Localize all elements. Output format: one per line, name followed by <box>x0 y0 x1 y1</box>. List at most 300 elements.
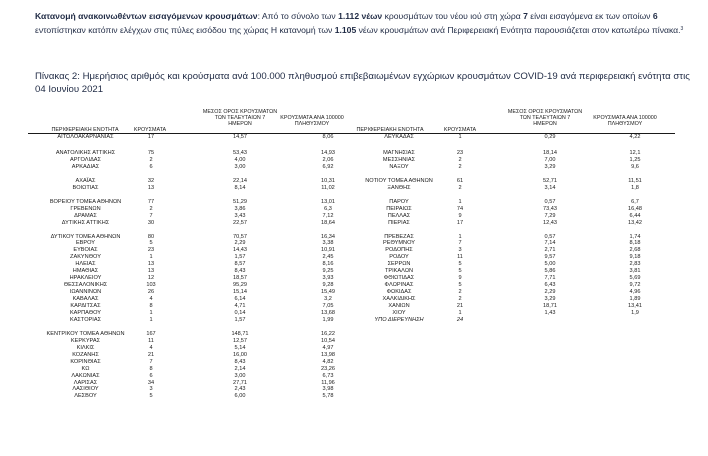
table-row <box>28 178 350 185</box>
cases-cell: 74 <box>456 205 464 212</box>
table-row <box>340 213 675 220</box>
table-row <box>340 150 675 157</box>
table-row <box>28 373 350 380</box>
region-cell: ΛΕΣΒΟΥ <box>74 393 97 400</box>
region-cell: ΠΕΙΡΑΙΩΣ <box>386 205 412 212</box>
cases-cell: 6 <box>149 372 153 379</box>
avg-7day-cell: 12,57 <box>233 337 247 344</box>
avg-7day-cell: 2,71 <box>544 247 556 254</box>
table-row <box>28 296 350 303</box>
avg-7day-cell: 8,57 <box>234 261 246 268</box>
region-cell: ΦΘΙΩΤΙΔΑΣ <box>383 275 415 282</box>
table-row <box>28 289 350 296</box>
table-row <box>340 220 675 227</box>
intro-text: είναι εισαγόμενα εκ των οποίων <box>527 11 653 21</box>
cases-cell: 21 <box>456 303 464 309</box>
intro-bold: 7 <box>523 11 528 21</box>
avg-7day-cell: 14,43 <box>233 247 247 254</box>
avg-7day-cell: 1,57 <box>234 254 246 261</box>
intro-bold: 1.112 νέων <box>338 11 383 21</box>
header-cases-left: ΚΡΟΥΣΜΑΤΑ <box>133 127 167 133</box>
region-cell: ΡΟΔΟΠΗΣ <box>385 247 413 254</box>
per-100k-cell: 1,74 <box>629 233 641 240</box>
table-row <box>340 317 675 324</box>
table-row <box>28 261 350 268</box>
table-row <box>28 206 350 213</box>
left-table <box>28 0 350 456</box>
per-100k-cell: 8,18 <box>629 240 641 247</box>
cases-cell: 1 <box>149 254 153 261</box>
avg-7day-cell: 5,14 <box>234 344 246 351</box>
header-region-left: ΠΕΡΙΦΕΡΕΙΑΚΗ ΕΝΟΤΗΤΑ <box>51 127 119 133</box>
cases-cell: 1 <box>149 309 153 316</box>
avg-7day-cell: 5,86 <box>544 268 556 275</box>
per-100k-cell: 11,02 <box>321 184 335 191</box>
per-100k-cell: 9,28 <box>322 282 334 289</box>
region-cell: ΔΥΤΙΚΗΣ ΑΤΤΙΚΗΣ <box>61 219 110 226</box>
avg-7day-cell: 27,71 <box>233 379 247 386</box>
cases-cell: 5 <box>458 261 462 268</box>
per-100k-cell: 1,25 <box>629 156 641 163</box>
avg-7day-cell: 0,14 <box>234 309 246 316</box>
region-cell: ΥΠΟ ΔΙΕΡΕΥΝΗΣΗ <box>374 316 424 323</box>
intro-bold: 6 <box>652 11 658 21</box>
region-cell: ΚΕΡΚΥΡΑΣ <box>70 337 101 344</box>
per-100k-cell: 8,16 <box>322 261 334 268</box>
cases-cell: 1 <box>458 233 462 240</box>
avg-7day-cell: 6,14 <box>234 296 246 303</box>
avg-7day-cell: 18,71 <box>543 303 557 309</box>
table-row <box>28 386 350 393</box>
avg-7day-cell: 53,43 <box>233 149 247 156</box>
cases-cell: 17 <box>147 134 155 140</box>
region-cell: ΡΕΘΥΜΝΟΥ <box>383 240 415 247</box>
per-100k-cell: 9,72 <box>629 282 641 289</box>
region-cell: ΛΕΥΚΑΔΑΣ <box>384 134 414 140</box>
region-cell: ΞΑΝΘΗΣ <box>387 184 411 191</box>
per-100k-cell: 2,83 <box>629 261 641 268</box>
table-row <box>340 199 675 206</box>
per-100k-cell: 6,92 <box>322 163 334 170</box>
per-100k-cell: 11,51 <box>628 177 642 184</box>
table-row <box>28 240 350 247</box>
region-cell: ΛΑΣΙΘΙΟΥ <box>72 386 99 393</box>
header-region-right: ΠΕΡΙΦΕΡΕΙΑΚΗ ΕΝΟΤΗΤΑ <box>356 127 424 133</box>
cases-cell: 77 <box>147 198 155 205</box>
cases-cell: 6 <box>149 163 153 170</box>
table-row <box>28 234 350 241</box>
avg-7day-cell: 2,43 <box>234 386 246 393</box>
per-100k-cell: 1,99 <box>322 316 334 323</box>
per-100k-cell: 8,06 <box>322 134 334 140</box>
region-cell: ΒΟΡΕΙΟΥ ΤΟΜΕΑ ΑΘΗΝΩΝ <box>49 198 122 205</box>
region-cell: ΦΛΩΡΙΝΑΣ <box>384 282 414 289</box>
header-cases-right: ΚΡΟΥΣΜΑΤΑ <box>443 127 477 133</box>
avg-7day-cell: 2,14 <box>234 365 246 372</box>
header-line: ΜΕΣΟΣ ΟΡΟΣ ΚΡΟΥΣΜΑΤΩΝ <box>507 109 583 115</box>
avg-7day-cell: 3,43 <box>234 212 246 219</box>
region-cell: ΕΥΒΟΙΑΣ <box>73 247 98 254</box>
region-cell: ΗΜΑΘΙΑΣ <box>72 268 99 275</box>
per-100k-cell: 3,98 <box>322 386 334 393</box>
cases-cell: 5 <box>458 268 462 275</box>
cases-cell: 5 <box>458 282 462 289</box>
table-row <box>28 345 350 352</box>
region-cell: ΠΡΕΒΕΖΑΣ <box>384 233 414 240</box>
per-100k-cell: 15,49 <box>321 289 335 296</box>
per-100k-cell: 1,8 <box>631 184 639 191</box>
region-cell: ΠΙΕΡΙΑΣ <box>388 219 410 226</box>
cases-cell: 8 <box>149 303 153 309</box>
avg-7day-cell: 4,71 <box>234 303 246 309</box>
per-100k-cell: 14,93 <box>321 149 335 156</box>
per-100k-cell: 7,12 <box>322 212 334 219</box>
table-row <box>28 164 350 171</box>
header-line: ΠΛΗΘΥΣΜΟΥ <box>294 121 330 127</box>
table-row <box>28 331 350 338</box>
intro-text: κρουσμάτων του νέου ιού στη χώρα <box>382 11 524 21</box>
per-100k-cell: 10,31 <box>321 177 335 184</box>
cases-cell: 21 <box>147 351 155 358</box>
table-row <box>28 380 350 387</box>
cases-cell: 30 <box>147 219 155 226</box>
region-cell: ΚΑΡΔΙΤΣΑΣ <box>70 303 101 309</box>
region-cell: ΦΩΚΙΔΑΣ <box>386 289 412 296</box>
avg-7day-cell: 15,14 <box>233 289 247 296</box>
footnote-mark: 3 <box>680 26 684 32</box>
cases-cell: 12 <box>147 275 155 282</box>
avg-7day-cell: 51,29 <box>233 198 247 205</box>
cases-cell: 3 <box>458 247 462 254</box>
avg-7day-cell: 22,14 <box>233 177 247 184</box>
avg-7day-cell: 8,14 <box>234 184 246 191</box>
region-cell: ΝΑΞΟΥ <box>389 163 409 170</box>
avg-7day-cell: 95,29 <box>233 282 247 289</box>
header-line: ΠΛΗΘΥΣΜΟΥ <box>607 121 643 127</box>
per-100k-cell: 16,48 <box>628 205 642 212</box>
region-cell: ΧΑΛΚΙΔΙΚΗΣ <box>382 296 416 303</box>
per-100k-cell: 16,34 <box>321 233 335 240</box>
header-line: ΤΩΝ ΤΕΛΕΥΤΑΙΩΝ 7 <box>214 115 266 121</box>
region-cell: ΣΕΡΡΩΝ <box>387 261 411 268</box>
per-100k-cell: 13,68 <box>321 309 335 316</box>
avg-7day-cell: 3,14 <box>544 184 556 191</box>
intro-bold: 1.105 <box>334 25 357 35</box>
per-100k-cell: 4,82 <box>322 358 334 365</box>
cases-cell: 1 <box>458 309 462 316</box>
per-100k-cell: 6,7 <box>631 198 639 205</box>
cases-cell: 34 <box>147 379 155 386</box>
table-row <box>340 240 675 247</box>
region-cell: ΗΛΕΙΑΣ <box>75 261 96 268</box>
avg-7day-cell: 7,71 <box>544 275 556 282</box>
per-100k-cell: 4,22 <box>629 134 641 140</box>
avg-7day-cell: 3,00 <box>234 163 246 170</box>
header-line: ΚΡΟΥΣΜΑΤΑ ΑΝΑ 100000 <box>280 115 344 121</box>
table-row <box>340 303 675 310</box>
avg-7day-cell: 18,14 <box>543 149 557 156</box>
avg-7day-cell: 0,29 <box>544 134 556 140</box>
avg-7day-cell: 7,14 <box>544 240 556 247</box>
table-row <box>340 247 675 254</box>
intro-text: : Από το σύνολο των <box>257 11 339 21</box>
region-cell: ΓΡΕΒΕΝΩΝ <box>70 205 101 212</box>
cases-cell: 13 <box>147 268 155 275</box>
region-cell: ΤΡΙΚΑΛΩΝ <box>384 268 414 275</box>
avg-7day-cell: 0,57 <box>544 198 556 205</box>
avg-7day-cell: 6,00 <box>234 393 246 400</box>
region-cell: ΛΑΡΙΣΑΣ <box>73 379 98 386</box>
header-line: ΚΡΟΥΣΜΑΤΑ ΑΝΑ 100000 <box>593 115 657 121</box>
per-100k-cell: 23,26 <box>321 365 335 372</box>
per-100k-cell: 11,96 <box>321 379 335 386</box>
region-cell: ΚΕΝΤΡΙΚΟΥ ΤΟΜΕΑ ΑΘΗΝΩΝ <box>46 330 125 337</box>
region-cell: ΧΙΟΥ <box>392 309 406 316</box>
per-100k-cell: 9,6 <box>631 163 639 170</box>
cases-cell: 75 <box>147 149 155 156</box>
per-100k-cell: 18,64 <box>321 219 335 226</box>
cases-cell: 2 <box>149 205 153 212</box>
per-100k-cell: 3,81 <box>629 268 641 275</box>
avg-7day-cell: 52,71 <box>543 177 557 184</box>
per-100k-cell: 5,78 <box>322 393 334 400</box>
table-row <box>28 134 350 141</box>
table-row <box>340 275 675 282</box>
per-100k-cell: 6,73 <box>322 372 334 379</box>
avg-7day-cell: 1,43 <box>544 309 556 316</box>
avg-7day-cell: 5,00 <box>544 261 556 268</box>
region-cell: ΑΧΑΪΑΣ <box>75 177 96 184</box>
region-cell: ΑΙΤΩΛΟΑΚΑΡΝΑΝΙΑΣ <box>57 134 114 140</box>
cases-cell: 1 <box>149 316 153 323</box>
table-row <box>28 366 350 373</box>
cases-cell: 5 <box>149 240 153 247</box>
table-row <box>340 282 675 289</box>
avg-7day-cell: 0,57 <box>544 233 556 240</box>
per-100k-cell: 2,06 <box>322 156 334 163</box>
cases-cell: 2 <box>458 289 462 296</box>
per-100k-cell: 9,18 <box>629 254 641 261</box>
cases-cell: 1 <box>458 198 462 205</box>
header-line: ΗΜΕΡΩΝ <box>533 121 557 127</box>
cases-cell: 80 <box>147 233 155 240</box>
table-row <box>340 268 675 275</box>
per-100k-cell: 4,96 <box>629 289 641 296</box>
table-row <box>28 254 350 261</box>
region-cell: ΚΑΡΠΑΘΟΥ <box>69 309 102 316</box>
table-row <box>340 157 675 164</box>
per-100k-cell: 6,44 <box>629 212 641 219</box>
avg-7day-cell: 3,86 <box>234 205 246 212</box>
table-row <box>28 157 350 164</box>
avg-7day-cell: 4,00 <box>234 156 246 163</box>
avg-7day-cell: 7,29 <box>544 212 556 219</box>
table-caption: Πίνακας 2: Ημερήσιος αριθμός και κρούσματα ανά 100.000 πληθυσμού επιβεβαιωμένων εγχώριων κρουσμάτων COVID-19 ανά περιφερειακή ενότητα στις 04 Ιουνίου 2021 <box>35 71 690 95</box>
avg-7day-cell: 1,57 <box>234 316 246 323</box>
table-row <box>28 317 350 324</box>
avg-7day-cell: 73,43 <box>543 205 557 212</box>
region-cell: ΚΑΣΤΟΡΙΑΣ <box>69 316 102 323</box>
region-cell: ΚΟΡΙΝΘΙΑΣ <box>70 358 101 365</box>
cases-cell: 2 <box>149 156 153 163</box>
table-row <box>340 185 675 192</box>
avg-7day-cell: 7,00 <box>544 156 556 163</box>
region-cell: ΒΟΙΩΤΙΑΣ <box>72 184 99 191</box>
region-cell: ΚΙΛΚΙΣ <box>76 344 95 351</box>
header-line: ΗΜΕΡΩΝ <box>228 121 252 127</box>
cases-cell: 26 <box>147 289 155 296</box>
cases-cell: 2 <box>458 296 462 303</box>
table-row <box>28 359 350 366</box>
region-cell: ΕΒΡΟΥ <box>75 240 96 247</box>
table-row <box>28 213 350 220</box>
cases-cell: 23 <box>456 149 464 156</box>
cases-cell: 1 <box>458 134 462 140</box>
table-row <box>28 185 350 192</box>
table-row <box>340 296 675 303</box>
header-line: ΤΩΝ ΤΕΛΕΥΤΑΙΩΝ 7 <box>519 115 571 121</box>
region-cell: ΑΝΑΤΟΛΙΚΗΣ ΑΤΤΙΚΗΣ <box>55 149 116 156</box>
table-row <box>340 289 675 296</box>
cases-cell: 32 <box>147 177 155 184</box>
avg-7day-cell: 70,57 <box>233 233 247 240</box>
per-100k-cell: 13,42 <box>628 219 642 226</box>
cases-cell: 103 <box>146 282 156 289</box>
region-cell: ΜΑΓΝΗΣΙΑΣ <box>383 149 415 156</box>
right-table <box>340 0 675 456</box>
per-100k-cell: 1,89 <box>629 296 641 303</box>
region-cell: ΔΡΑΜΑΣ <box>74 212 97 219</box>
region-cell: ΘΕΣΣΑΛΟΝΙΚΗΣ <box>63 282 108 289</box>
per-100k-cell: 1,9 <box>631 309 639 316</box>
table-row <box>28 303 350 310</box>
per-100k-cell: 12,1 <box>629 149 641 156</box>
cases-cell: 2 <box>458 163 462 170</box>
table-row <box>340 261 675 268</box>
avg-7day-cell: 16,00 <box>233 351 247 358</box>
cases-cell: 5 <box>149 393 153 400</box>
header-line: ΜΕΣΟΣ ΟΡΟΣ ΚΡΟΥΣΜΑΤΩΝ <box>202 109 278 115</box>
region-cell: ΠΕΛΛΑΣ <box>387 212 411 219</box>
region-cell: ΑΡΚΑΔΙΑΣ <box>71 163 100 170</box>
cases-cell: 17 <box>456 219 464 226</box>
per-100k-cell: 10,54 <box>321 337 335 344</box>
cases-cell: 167 <box>146 330 156 337</box>
intro-lead: Κατανομή ανακοινωθέντων εισαγόμενων κρουσμάτων <box>35 11 258 21</box>
avg-7day-cell: 12,43 <box>543 219 557 226</box>
cases-cell: 61 <box>456 177 464 184</box>
region-cell: ΠΑΡΟΥ <box>389 198 409 205</box>
cases-cell: 7 <box>149 358 153 365</box>
cases-cell: 11 <box>457 254 463 261</box>
per-100k-cell: 3,2 <box>324 296 332 303</box>
avg-7day-cell: 148,71 <box>231 330 249 337</box>
intro-text: νέων κρουσμάτων ανά Περιφερειακή Ενότητα παρουσιάζεται στον κατωτέρω πίνακα. <box>356 25 681 35</box>
per-100k-cell: 4,97 <box>322 344 334 351</box>
per-100k-cell: 16,22 <box>321 330 335 337</box>
table-row <box>28 247 350 254</box>
avg-7day-cell: 2,29 <box>544 289 556 296</box>
cases-cell: 4 <box>149 296 153 303</box>
cases-cell: 9 <box>458 212 462 219</box>
region-cell: ΛΑΚΩΝΙΑΣ <box>71 372 100 379</box>
table-row <box>340 206 675 213</box>
avg-7day-cell: 3,29 <box>544 296 556 303</box>
region-cell: ΙΩΑΝΝΙΝΩΝ <box>69 289 102 296</box>
cases-cell: 3 <box>149 386 153 393</box>
per-100k-cell: 6,3 <box>324 205 332 212</box>
cases-cell: 13 <box>147 261 155 268</box>
cases-cell: 9 <box>458 275 462 282</box>
table-row <box>28 268 350 275</box>
per-100k-cell: 9,25 <box>322 268 334 275</box>
cases-cell: 7 <box>149 212 153 219</box>
cases-cell: 24 <box>456 316 464 323</box>
per-100k-cell: 3,93 <box>322 275 334 282</box>
table-row <box>28 150 350 157</box>
table-row <box>340 310 675 317</box>
avg-7day-cell: 8,43 <box>234 268 246 275</box>
table-row <box>340 234 675 241</box>
cases-cell: 2 <box>458 184 462 191</box>
cases-cell: 13 <box>147 184 155 191</box>
cases-cell: 23 <box>147 247 155 254</box>
cases-cell: 2 <box>458 156 462 163</box>
avg-7day-cell: 22,57 <box>233 219 247 226</box>
avg-7day-cell: 18,57 <box>233 275 247 282</box>
per-100k-cell: 5,69 <box>629 275 641 282</box>
avg-7day-cell: 2,29 <box>234 240 246 247</box>
cases-cell: 4 <box>149 344 153 351</box>
per-100k-cell: 13,41 <box>628 303 642 309</box>
region-cell: ΖΑΚΥΝΘΟΥ <box>70 254 101 261</box>
region-cell: ΗΡΑΚΛΕΙΟΥ <box>69 275 102 282</box>
region-cell: ΚΩ <box>81 365 90 372</box>
region-cell: ΔΥΤΙΚΟΥ ΤΟΜΕΑ ΑΘΗΝΩΝ <box>50 233 121 240</box>
region-cell: ΧΑΝΙΩΝ <box>388 303 410 309</box>
per-100k-cell: 13,01 <box>321 198 335 205</box>
cases-cell: 7 <box>458 240 462 247</box>
avg-7day-cell: 3,00 <box>234 372 246 379</box>
region-cell: ΚΑΒΑΛΑΣ <box>72 296 99 303</box>
cases-cell: 11 <box>148 337 154 344</box>
table-row <box>28 352 350 359</box>
table-row <box>340 134 675 141</box>
table-row <box>28 220 350 227</box>
region-cell: ΜΕΣΣΗΝΙΑΣ <box>382 156 416 163</box>
region-cell: ΚΟΖΑΝΗΣ <box>72 351 99 358</box>
avg-7day-cell: 3,29 <box>544 163 556 170</box>
per-100k-cell: 2,45 <box>322 254 334 261</box>
table-row <box>340 178 675 185</box>
intro-text: εντοπίστηκαν κατόπιν ελέγχων στις πύλες εισόδου της χώρας Η κατανομή των <box>35 25 335 35</box>
per-100k-cell: 13,98 <box>321 351 335 358</box>
table-row <box>28 338 350 345</box>
region-cell: ΝΟΤΙΟΥ ΤΟΜΕΑ ΑΘΗΝΩΝ <box>365 177 433 184</box>
region-cell: ΡΟΔΟΥ <box>389 254 409 261</box>
avg-7day-cell: 8,43 <box>234 358 246 365</box>
table-row <box>28 282 350 289</box>
avg-7day-cell: 6,43 <box>544 282 556 289</box>
table-row <box>28 275 350 282</box>
cases-cell: 8 <box>149 365 153 372</box>
per-100k-cell: 3,38 <box>322 240 334 247</box>
table-row <box>340 164 675 171</box>
avg-7day-cell: 14,57 <box>233 134 247 140</box>
per-100k-cell: 2,68 <box>629 247 641 254</box>
per-100k-cell: 7,05 <box>322 303 334 309</box>
avg-7day-cell: 9,57 <box>544 254 556 261</box>
